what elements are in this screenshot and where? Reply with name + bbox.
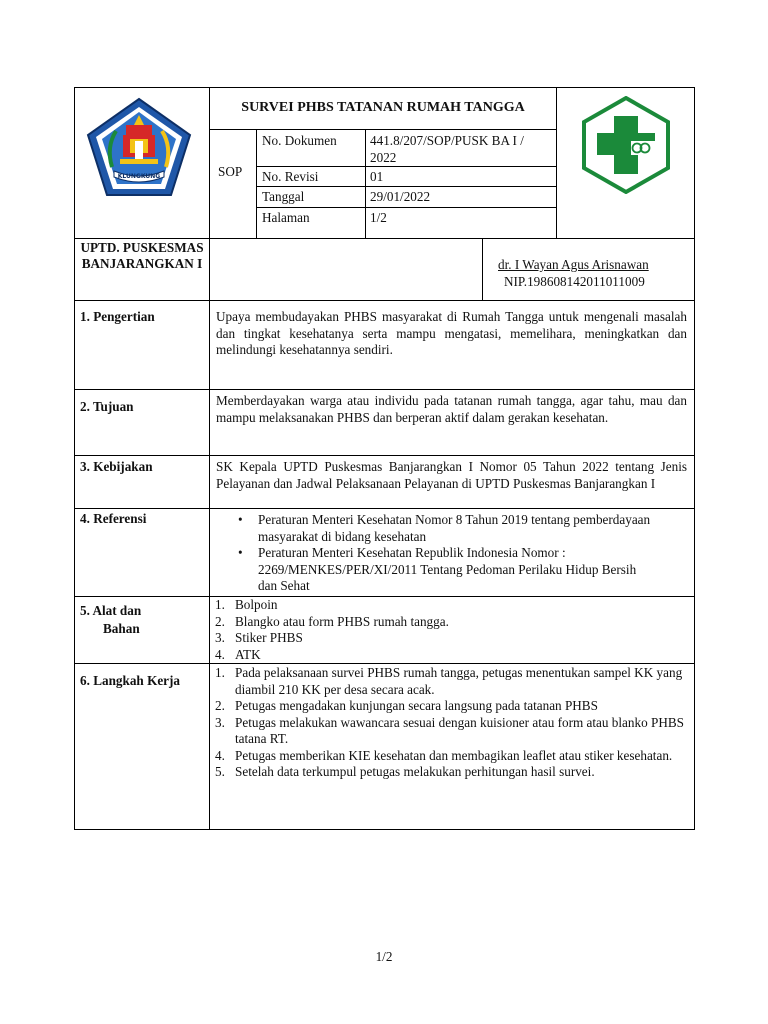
klungkung-emblem-icon xyxy=(84,97,194,197)
section-text-pengertian: Upaya membudayakan PHBS masyarakat di Rumah Tangga untuk mengenali masalah dan tingkat kesehatanya serta mampu mengatasi, memelihara, meningkatkan dan melindungi kesehatannya sendiri. xyxy=(216,309,687,357)
list-item: 4. ATK xyxy=(215,646,261,662)
section-label-kebijakan: 3. Kebijakan xyxy=(80,459,153,474)
section-label-bahan: Bahan xyxy=(103,621,140,636)
langkah-list xyxy=(210,665,686,781)
signatory-name: dr. I Wayan Agus Arisnawan xyxy=(498,257,649,272)
organization-name: UPTD. PUSKESMAS BANJARANGKAN I xyxy=(80,240,204,271)
list-item: 4. Petugas memberikan KIE kesehatan dan membagikan leaflet atau stiker kesehatan. xyxy=(215,747,673,763)
signatory-nip: NIP.198608142011011009 xyxy=(504,274,645,289)
list-item: 3. Stiker PHBS xyxy=(215,630,303,645)
section-text-kebijakan: SK Kepala UPTD Puskesmas Banjarangkan I Nomor 05 Tahun 2022 tentang Jenis Pelayanan dan Jadwal Pelaksanaan Pelayanan di UPTD Puskesmas Banjarangkan I xyxy=(216,459,687,491)
section-label-referensi: 4. Referensi xyxy=(80,511,147,526)
sop-label: SOP xyxy=(218,164,243,179)
section-text-tujuan: Memberdayakan warga atau individu pada tatanan rumah tangga, agar tahu, mau dan mampu melaksanakan PHBS dan berperan aktif dalam gerakan kesehatan. xyxy=(216,393,687,425)
list-item: 2. Blangko atau form PHBS rumah tangga. xyxy=(215,613,449,629)
section-label-tujuan: 2. Tujuan xyxy=(80,399,134,414)
regency-logo xyxy=(84,97,194,197)
list-item: 2. Petugas mengadakan kunjungan secara langsung pada tatanan PHBS xyxy=(215,698,598,713)
revision-label: No. Revisi xyxy=(262,169,319,184)
list-item: 1. Bolpoin xyxy=(215,597,278,612)
section-label-pengertian: 1. Pengertian xyxy=(80,309,155,324)
list-item: • Peraturan Menteri Kesehatan Republik Indonesia Nomor : 2269/MENKES/PER/XI/2011 Tentang Pedoman Perilaku Hidup Bersih dan Sehat xyxy=(238,545,637,593)
list-item: 5. Setelah data terkumpul petugas melakukan perhitungan hasil survei. xyxy=(215,764,595,779)
page-number: 1/2 xyxy=(375,949,393,964)
page-value: 1/2 xyxy=(370,210,387,225)
date-label: Tanggal xyxy=(262,189,305,204)
doc-number-label: No. Dokumen xyxy=(262,133,337,148)
document-title: SURVEI PHBS TATANAN RUMAH TANGGA xyxy=(241,100,525,115)
puskesmas-logo xyxy=(581,96,671,194)
puskesmas-cross-icon xyxy=(581,96,671,194)
section-label-alat: 5. Alat dan xyxy=(80,603,142,618)
date-value: 29/01/2022 xyxy=(370,189,431,204)
alat-list xyxy=(210,597,680,663)
section-label-langkah: 6. Langkah Kerja xyxy=(80,673,181,688)
revision-value: 01 xyxy=(370,169,384,184)
list-item: • Peraturan Menteri Kesehatan Nomor 8 Tahun 2019 tentang pemberdayaan masyarakat di bidang kesehatan xyxy=(238,512,651,544)
list-item: 3. Petugas melakukan wawancara sesuai dengan kuisioner atau form atau blanko PHBS tatana RT. xyxy=(215,714,684,746)
list-item: 1. Pada pelaksanaan survei PHBS rumah tangga, petugas menentukan sampel KK yang diambil 210 KK per desa secara acak. xyxy=(215,665,683,697)
page-label: Halaman xyxy=(262,210,310,225)
referensi-list xyxy=(210,512,655,595)
svg-text:KLUNGKUNG: KLUNGKUNG xyxy=(117,173,161,180)
doc-number-value: 441.8/207/SOP/PUSK BA I / 2022 xyxy=(370,133,524,165)
